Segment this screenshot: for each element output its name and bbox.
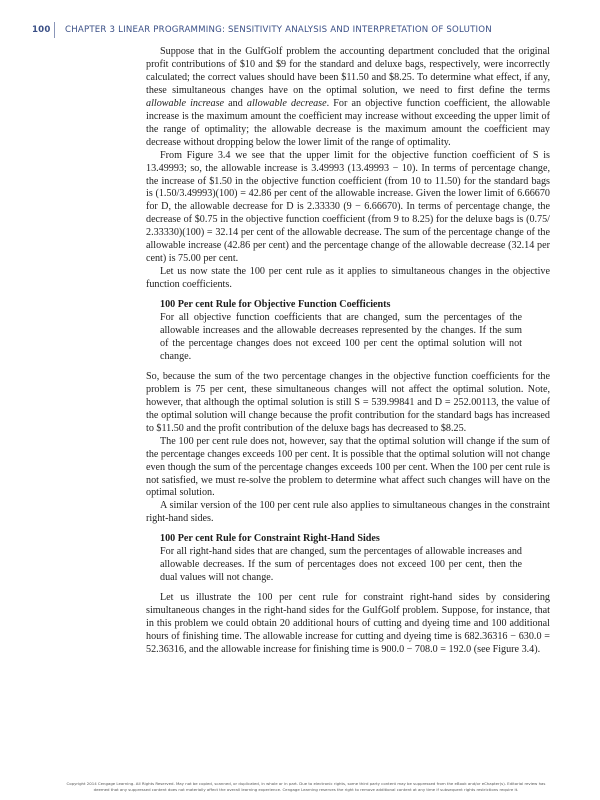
paragraph-4: So, because the sum of the two percentage changes in the objective function coefficients for the problem is 75 per cent, these simultaneous changes will not affect the optimal solution. Note, however, that although the optimal solution is still S = 539.99841 and D = 252.00113, the value of the optimal solution will change because the profit contribution for the standard bags has increased to $11.50 and the profit contribution of the deluxe bags has decreased to $8.25. [146,370,550,434]
rule-box-rhs [160,533,522,585]
body-text [146,46,550,657]
copyright-line-1: Copyright 2014 Cengage Learning. All Rights Reserved. May not be copied, scanned, or duplicated, in whole or in part. Due to electronic rights, some third party content may be suppressed from the eBook and/or eChapter(s). Editorial review has [66,781,546,786]
copyright-footer [26,781,586,793]
rule-box-objective [160,299,522,364]
paragraph-3: Let us now state the 100 per cent rule as it applies to simultaneous changes in the objective function coefficients. [146,266,550,291]
rule-box-rhs-title: 100 Per cent Rule for Constraint Right-Hand Sides [160,533,380,545]
paragraph-6: A similar version of the 100 per cent rule also applies to simultaneous changes in the constraint right-hand sides. [146,500,550,525]
page-number: 100 [32,25,51,35]
term-allowable-decrease: allowable decrease [246,97,327,109]
header-divider [54,22,55,38]
chapter-title: CHAPTER 3 LINEAR PROGRAMMING: SENSITIVITY ANALYSIS AND INTERPRETATION OF SOLUTION [65,25,492,35]
copyright-line-2: deemed that any suppressed content does not materially affect the overall learning experience. Cengage Learning reserves the right to remove additional content at any time if subsequent rights restrictions require it. [93,786,519,792]
paragraph-7: Let us illustrate the 100 per cent rule for constraint right-hand sides by considering simultaneous changes in the right-hand sides for the GulfGolf problem. Suppose, for instance, that in this problem we could obtain 20 additional hours of cutting and dyeing time and 100 additional hours of finishing time. The allowable increase for cutting and dyeing time is 682.36316 − 630.0 = 52.36316, and the allowable increase for finishing time is 900.0 − 708.0 = 192.0 (see Figure 3.4). [146,592,550,655]
running-header [32,24,572,38]
paragraph-2: From Figure 3.4 we see that the upper limit for the objective function coefficient of S is 13.49993; so, the allowable increase is 3.49993 (13.49993 − 10). In terms of percentage change, the increase of $1.50 in the objective function coefficient (from 10 to 11.50) for the standard bags is (1.50/3.49993)(100) = 42.86 per cent of the allowable increase. Given the lower limit of 6.66670 for D, the allowable decrease for D is 2.33330 (9 − 6.66670). In terms of percentage change, the decrease of $0.75 in the objective function coefficient (from 9 to 8.25) for the deluxe bags is (0.75/ 2.33330)(100) = 32.14 per cent of the allowable decrease. The sum of the percentage change of the allowable increase (42.86 per cent) and the percentage change of the allowable decrease (32.14 per cent) is 75.00 per cent. [146,149,550,265]
paragraph-5: The 100 per cent rule does not, however, say that the optimal solution will change if the sum of the percentage changes exceeds 100 per cent. It is possible that the optimal solution will not change even though the sum of the percentage changes exceeds 100 per cent. When the 100 per cent rule is not satisfied, we must re-solve the problem to determine what affect such changes will have on the optimal solution. [146,435,550,499]
term-allowable-increase: allowable increase [146,97,225,109]
rule-box-objective-text: For all objective function coefficients that are changed, sum the percentages of the allowable increases and the allowable decreases represented by the changes. If the sum of the percentage changes does not exceed 100 per cent the optimal solution will not change. [160,312,522,362]
rule-box-objective-title: 100 Per cent Rule for Objective Function Coefficients [160,299,391,311]
rule-box-rhs-text: For all right-hand sides that are changed, sum the percentages of allowable increases and allowable decreases. If the sum of percentages does not exceed 100 per cent, then the dual values will not change. [160,546,522,584]
paragraph-1: Suppose that in the GulfGolf problem the accounting department concluded that the original profit contributions of $10 and $9 for the standard and deluxe bags, respectively, were incorrectly calculated; the correct values should have been $11.50 and $8.25. To determine what effect, if any, these simultaneous changes have on the optimal solution, we need to first define the terms allowable increase and allowable decrease. For an objective function coefficient, the allowable increase is the maximum amount the coefficient may increase without exceeding the upper limit of the range of optimality; the allowable decrease is the maximum amount the coefficient may decrease without dropping below the lower limit of the range of optimality. [146,46,550,148]
